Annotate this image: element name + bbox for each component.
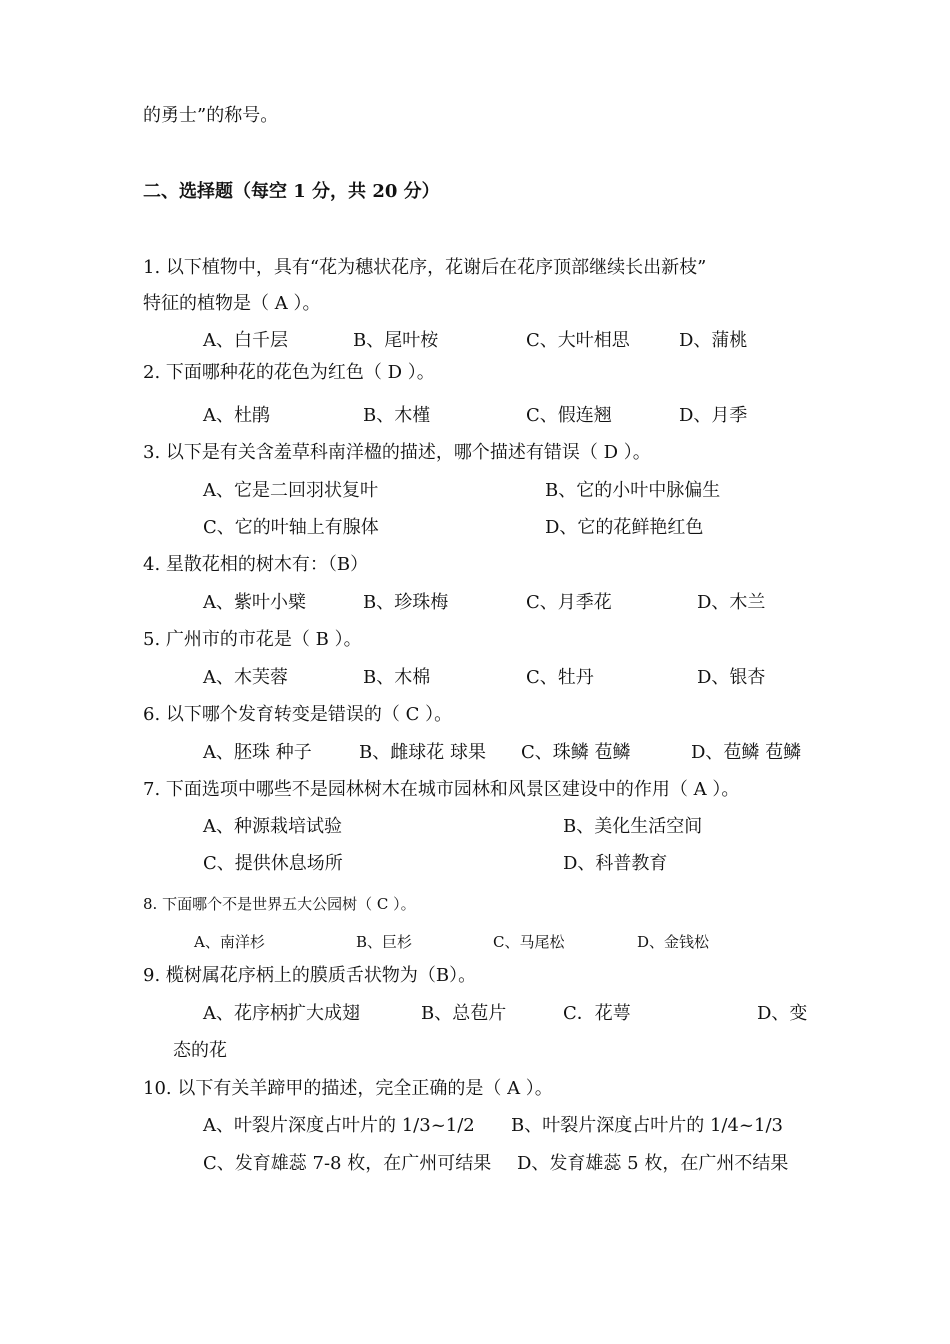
question-4-option-c: C、月季花 [526, 592, 612, 613]
question-3-option-a: A、它是二回羽状复叶 [203, 480, 378, 501]
question-5-line-1: 5. 广州市的市花是（ B ）。 [143, 629, 362, 650]
question-4-option-d: D、木兰 [697, 592, 766, 613]
question-3-option-d: D、它的花鲜艳红色 [545, 517, 704, 538]
question-8-line-1: 8. 下面哪个不是世界五大公园树（ C ）。 [143, 895, 416, 913]
question-4-option-a: A、紫叶小檗 [203, 592, 306, 613]
question-8-option-c: C、马尾松 [493, 933, 565, 951]
question-8-option-a: A、南洋杉 [194, 933, 265, 951]
question-5-option-c: C、牡丹 [526, 667, 594, 688]
question-6-option-a: A、胚珠 种子 [203, 742, 312, 763]
question-2-option-d: D、月季 [679, 405, 748, 426]
question-3-line-1: 3. 以下是有关含羞草科南洋楹的描述，哪个描述有错误（ D ）。 [143, 442, 651, 463]
question-7-option-a: A、种源栽培试验 [203, 816, 342, 837]
question-6-option-c: C、珠鳞 苞鳞 [521, 742, 631, 763]
question-1-option-b: B、尾叶桉 [353, 330, 439, 351]
question-2-option-a: A、杜鹃 [203, 405, 270, 426]
question-10-option-a: A、叶裂片深度占叶片的 1/3~1/2 [203, 1115, 475, 1136]
question-9-option-d-continuation: 态的花 [173, 1040, 227, 1061]
question-6-option-b: B、雌球花 球果 [359, 742, 486, 763]
question-9-line-1: 9. 榄树属花序柄上的膜质舌状物为（B）。 [143, 965, 477, 986]
question-3-option-c: C、它的叶轴上有腺体 [203, 517, 379, 538]
question-9-option-a: A、花序柄扩大成翅 [203, 1003, 360, 1024]
question-4-line-1: 4. 星散花相的树木有：（B） [143, 554, 369, 575]
question-5-option-d: D、银杏 [697, 667, 766, 688]
question-1-option-c: C、大叶相思 [526, 330, 630, 351]
question-7-line-1: 7. 下面选项中哪些不是园林树木在城市园林和风景区建设中的作用（ A ）。 [143, 779, 740, 800]
question-10-option-c: C、发育雄蕊 7-8 枚，在广州可结果 [203, 1153, 492, 1174]
question-10-option-b: B、叶裂片深度占叶片的 1/4~1/3 [511, 1115, 783, 1136]
question-1-option-a: A、白千层 [203, 330, 288, 351]
question-2-option-b: B、木槿 [363, 405, 431, 426]
question-7-option-d: D、科普教育 [563, 853, 668, 874]
question-5-option-b: B、木棉 [363, 667, 431, 688]
question-1-line-2: 特征的植物是（ A ）。 [143, 293, 321, 314]
question-10-line-1: 10. 以下有关羊蹄甲的描述，完全正确的是（ A ）。 [143, 1078, 553, 1099]
section-title: 二、选择题（每空 1 分，共 20 分） [143, 181, 440, 202]
question-2-line-1: 2. 下面哪种花的花色为红色（ D ）。 [143, 362, 435, 383]
question-9-option-d: D、变 [757, 1003, 808, 1024]
question-9-option-b: B、总苞片 [421, 1003, 507, 1024]
question-1-line-1: 1. 以下植物中，具有“花为穗状花序，花谢后在花序顶部继续长出新枝” [143, 257, 707, 278]
question-5-option-a: A、木芙蓉 [203, 667, 288, 688]
intro-tail-text: 的勇士”的称号。 [143, 105, 279, 126]
question-8-option-b: B、巨杉 [356, 933, 413, 951]
question-3-option-b: B、它的小叶中脉偏生 [545, 480, 721, 501]
question-10-option-d: D、发育雄蕊 5 枚，在广州不结果 [517, 1153, 789, 1174]
question-2-option-c: C、假连翘 [526, 405, 612, 426]
question-4-option-b: B、珍珠梅 [363, 592, 449, 613]
question-1-option-d: D、蒲桃 [679, 330, 748, 351]
question-6-option-d: D、苞鳞 苞鳞 [691, 742, 802, 763]
question-7-option-c: C、提供休息场所 [203, 853, 343, 874]
question-9-option-c: C．花萼 [563, 1003, 631, 1024]
question-6-line-1: 6. 以下哪个发育转变是错误的（ C ）。 [143, 704, 453, 725]
question-7-option-b: B、美化生活空间 [563, 816, 703, 837]
question-8-option-d: D、金钱松 [637, 933, 710, 951]
